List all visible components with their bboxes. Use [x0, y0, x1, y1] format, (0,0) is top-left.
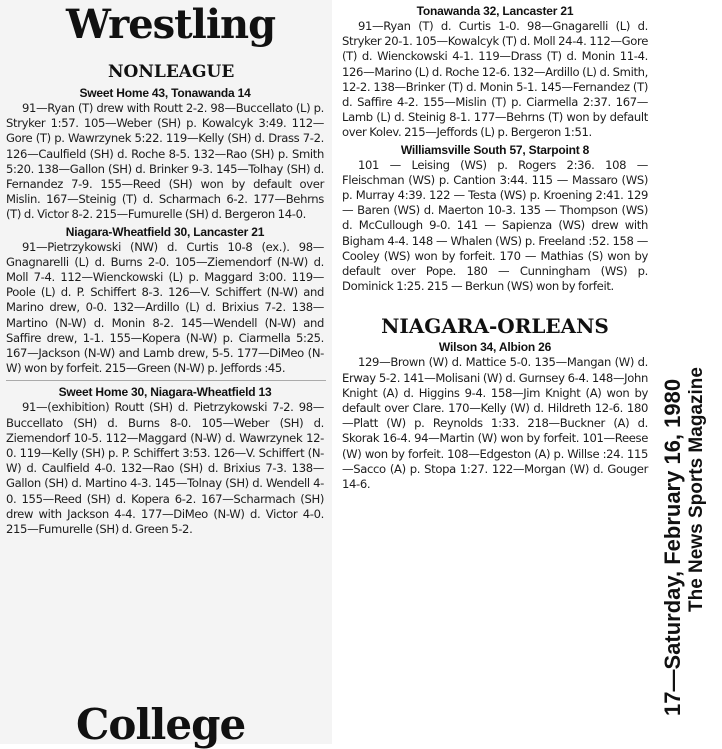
meet-result	[6, 385, 324, 537]
meet-result	[6, 86, 324, 223]
folio-date-line: 17—Saturday, February 16, 1980	[660, 378, 685, 716]
meet-summary: 129—Brown (W) d. Mattice 5-0. 135—Mangan (W) d. Erway 5-2. 141—Molisani (W) d. Gurnsey 6-4. 148—John Knight (A) d. Higgins 9-4. 158—Jim Knight (A) won by default over Clare. 170—Kelly (W) d. Hildreth 12-6. 180—Platt (W) p. Reynolds 1:33. 218—Buckner (A) d. Skorak 16-4. 94—Martin (W) won by forfeit. 101—Reese (W) won by forfeit. 108—Edgeston (A) p. Willse :24. 115—Sacco (A) p. Stopa 1:27. 122—Morgan (W) d. Gouger 14-6.	[342, 355, 648, 492]
meet-headline: Sweet Home 43, Tonawanda 14	[79, 86, 251, 100]
meet-headline: Williamsville South 57, Starpoint 8	[400, 142, 590, 157]
meet-summary: 91—(exhibition) Routt (SH) d. Pietrzykowski 7-2. 98—Buccellato (SH) d. Burns 8-0. 105—Weber (SH) d. Ziemendorf 10-5. 112—Maggard (N-W) d. Wawrzynek 12-0. 119—Kelly (SH) p. P. Schiffert 3:53. 126—V. Schiffert (N-W) d. Caulfield 4-0. 132—Rao (SH) d. Brixius 7-3. 138—Gallon (SH) d. Martino 4-3. 145—Tolnay (SH) d. Wendell 4-0. 155—Reed (SH) d. Kopera 6-2. 167—Scharmach (SH) drew with Jackson 4-4. 177—DiMeo (N-W) d. Victor 4-0. 215—Fumurelle (SH) d. Green 5-2.	[6, 400, 324, 537]
meet-result	[342, 143, 648, 295]
meet-summary: 91—Ryan (T) d. Curtis 1-0. 98—Gnagarelli (L) d. Stryker 20-1. 105—Kowalcyk (T) d. Moll 24-4. 112—Gore (T) d. Wienckowski 4-1. 119—Drass (T) d. Monin 11-4. 126—Marino (L) d. Roche 12-6. 132—Ardillo (L) d. Smith, 12-2. 138—Brinker (T) d. Monin 5-1. 145—Fernandez (T) d. Saffire 4-2. 155—Mislin (T) p. Ciarmella 2:37. 167—Lamb (L) d. Steinig 8-1. 177—Behrns (T) won by default over Kolev. 215—Jeffords (L) p. Bergeron 1:51.	[342, 19, 648, 140]
meet-headline: Sweet Home 30, Niagara-Wheatfield 13	[58, 385, 272, 400]
meet-summary: 91—Ryan (T) drew with Routt 2-2. 98—Buccellato (L) p. Stryker 1:57. 105—Weber (SH) p. Kowalcyk 3:49. 112—Gore (T) p. Wawrzynek 5:22. 119—Kelly (SH) d. Drass 7-2. 126—Caulfield (SH) d. Roche 8-5. 132—Rao (SH) p. Smith 5:20. 138—Gallon (SH) d. Brinker 9-3. 145—Tolhay (SH) d. Fernandez 7-9. 155—Reed (SH) won by default over Mislin. 167—Steinig (T) d. Scharmach 6-2. 177—Behrns (T) d. Victor 8-2. 215—Fumurelle (SH) d. Bergeron 14-0.	[6, 101, 324, 222]
next-section-title: College	[76, 700, 246, 749]
left-column	[0, 0, 332, 744]
league-title: NIAGARA-ORLEANS	[381, 314, 609, 339]
meet-result	[342, 340, 648, 492]
meet-headline: Niagara-Wheatfield 30, Lancaster 21	[65, 224, 265, 239]
meet-summary: 101 — Leising (WS) p. Rogers 2:36. 108 — Fleischman (WS) p. Cantion 3:44. 115 — Massaro (WS) p. Murray 4:39. 122 — Testa (WS) p. Kroening 2:41. 129 — Baren (WS) d. Maerton 10-3. 135 — Thompson (WS) d. McCullough 9-0. 141 — Sapienza (WS) drew with Bigham 4-4. 148 — Whalen (WS) p. Freeland :52. 158 — Cooley (WS) won by forfeit. 170 — Mathias (S) won by default over Pope. 180 — Cunningham (WS) p. Dominick 1:25. 215 — Berkun (WS) won by forfeit.	[342, 157, 648, 294]
meet-headline: Tonawanda 32, Lancaster 21	[416, 4, 574, 18]
section-title: Wrestling	[66, 1, 276, 48]
meet-summary: 91—Pietrzykowski (NW) d. Curtis 10-8 (ex.). 98—Gnagnarelli (L) d. Burns 2-0. 105—Ziemendorf (N-W) d. Moll 7-4. 112—Wienckowski (L) p. Maggard 3:00. 119—Poole (L) d. P. Schiffert 8-3. 126—V. Schiffert (N-W) and Marino drew, 0-0. 132—Ardillo (L) d. Brixius 7-2. 138—Martino (N-W) d. Monin 8-2. 145—Wendell (N-W) and Saffire drew, 1-1. 155—Kopera (N-W) p. Ciarmella 5:25. 167—Jackson (N-W) and Lamb drew, 5-5. 177—DiMeo (N-W) won by forfeit. 215—Green (N-W) p. Jeffords :45.	[6, 239, 324, 376]
folio-publication-line: The News Sports Magazine	[686, 367, 707, 612]
sub-title: NONLEAGUE	[108, 62, 235, 82]
divider	[6, 380, 326, 381]
folio-text	[660, 276, 708, 716]
meet-headline: Wilson 34, Albion 26	[438, 340, 552, 355]
page-folio	[656, 0, 722, 744]
meet-result	[6, 225, 324, 377]
right-column	[336, 0, 654, 744]
meet-result	[342, 4, 648, 141]
